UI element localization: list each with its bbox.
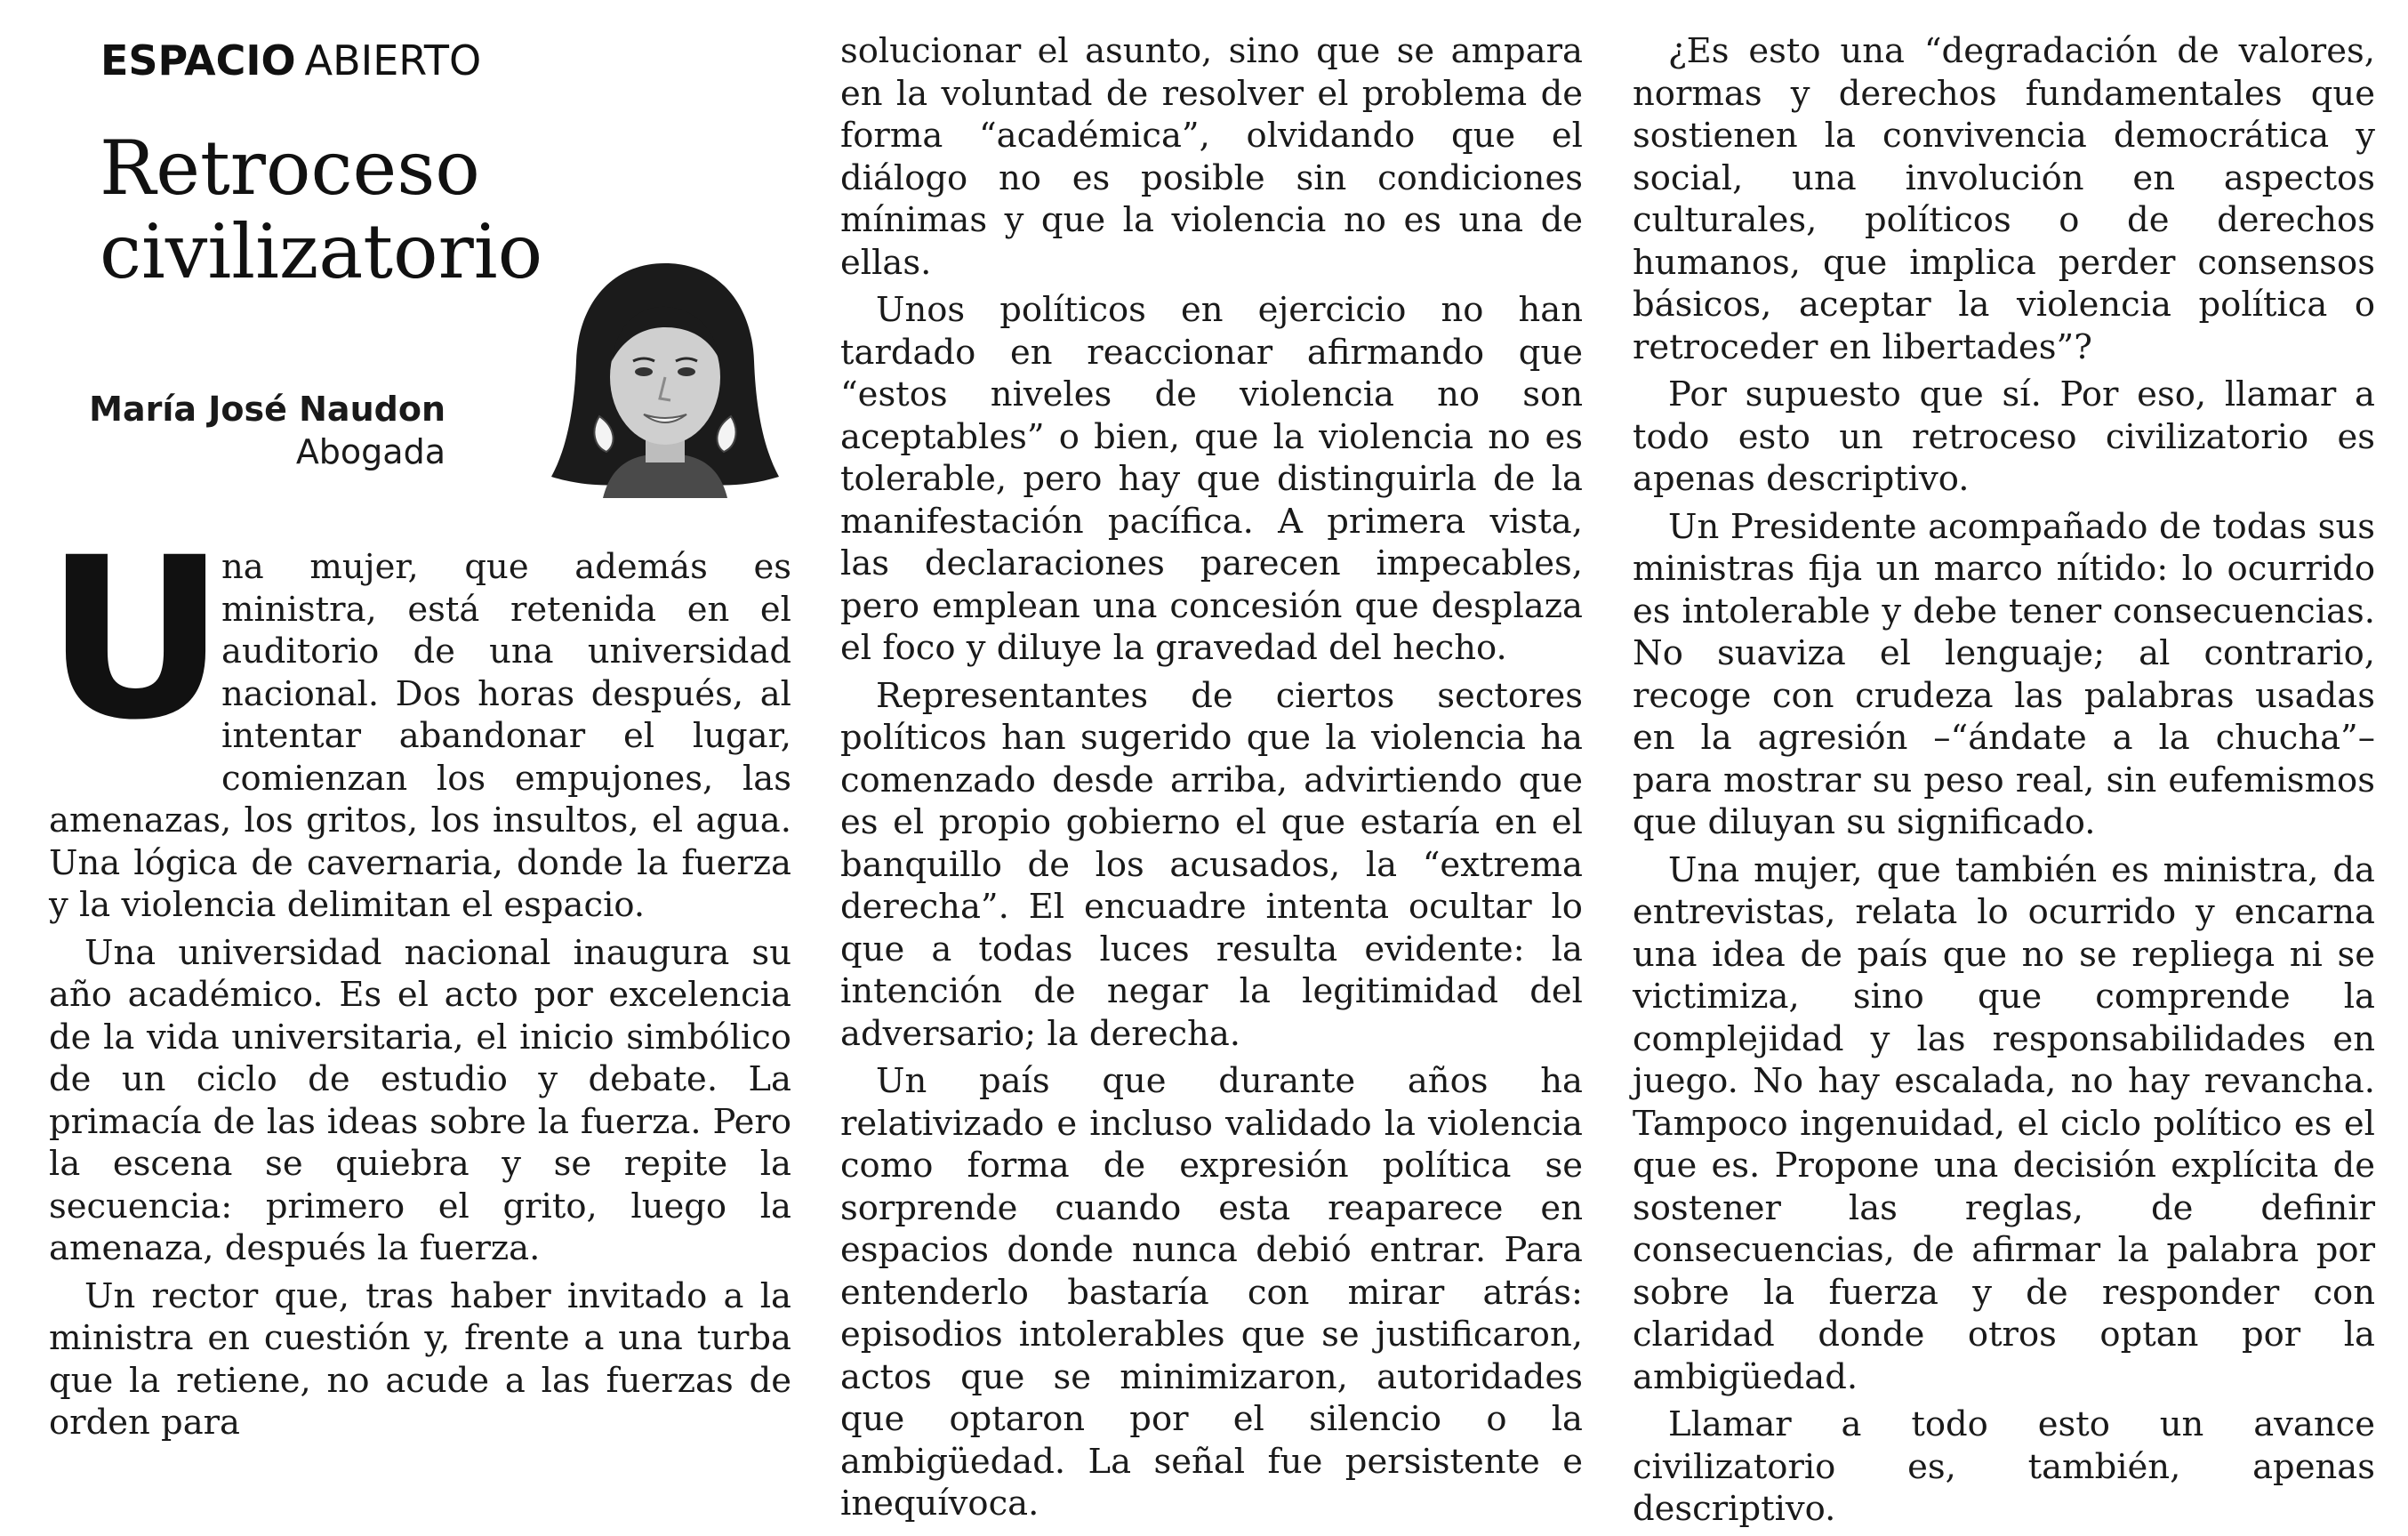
author-name: María José Naudon [89, 390, 445, 429]
article-title-line2: civilizatorio [100, 208, 543, 295]
paragraph: Un país que durante años ha relativizado e incluso validado la violencia como forma de expresión política se sorprende cuando esta reaparece en espacios donde nunca debió entrar. Para entenderlo bastaría con mirar atrás: episodios intolerables que se justificaron, actos que se minimizaron, autoridades que optaron por el silencio o la ambigüedad. La señal fue persistente e inequívoca. [840, 1061, 1583, 1524]
article-column-2 [840, 30, 1583, 1531]
paragraph: Llamar a todo esto un avance civilizatorio es, también, apenas descriptivo. [1633, 1404, 2375, 1529]
article-title-line1: Retroceso [100, 125, 480, 212]
section-label-light: ABIERTO [304, 36, 482, 84]
paragraph: ¿Es esto una “degradación de valores, normas y derechos fundamentales que sostienen la convivencia democrática y social, una involución en aspectos culturales, políticos o de derechos humanos, que implica perder consensos básicos, aceptar la violencia política o retroceder en libertades”? [1633, 31, 2375, 367]
paragraph: Representantes de ciertos sectores políticos han sugerido que la violencia ha comenzado desde arriba, advirtiendo que es el propio gobierno el que estaría en el banquillo de los acusados, la “extrema derecha”. El encuadre intenta ocultar lo que a todas luces resulta evidente: la intención de negar la legitimidad del adversario; la derecha. [840, 675, 1583, 1054]
paragraph: Una universidad nacional inaugura su año académico. Es el acto por excelencia de la vida universitaria, el inicio simbólico de un ciclo de estudio y debate. La primacía de las ideas sobre la fuerza. Pero la escena se quiebra y se repite la secuencia: primero el grito, luego la amenaza, después la fuerza. [49, 932, 791, 1268]
paragraph: na mujer, que además es ministra, está retenida en el auditorio de una universidad nacional. Dos horas después, al intentar abandonar el lugar, comienzan los empujones, las amenazas, los gritos, los insultos, el agua. Una lógica de cavernaria, donde la fuerza y la violencia delimitan el espacio. [49, 547, 791, 925]
paragraph: Una mujer, que también es ministra, da entrevistas, relata lo ocurrido y encarna una idea de país que no se repliega ni se victimiza, sino que comprende la complejidad y las responsabilidades en juego. No hay escalada, no hay revancha. Tampoco ingenuidad, el ciclo político es el que es. Propone una decisión explícita de sostener las reglas, de definir consecuencias, de afirmar la palabra por sobre la fuerza y de responder con claridad donde otros optan por la ambigüedad. [1633, 849, 2375, 1397]
section-label [100, 36, 481, 85]
paragraph: Un rector que, tras haber invitado a la ministra en cuestión y, frente a una turba que la retiene, no acude a las fuerzas de orden para [49, 1275, 791, 1443]
drop-cap: U [45, 510, 227, 768]
paragraph: Un Presidente acompañado de todas sus ministras fija un marco nítido: lo ocurrido es intolerable y debe tener consecuencias. No suaviza el lenguaje; al contrario, recoge con crudeza las palabras usadas en la agresión –“ándate a la chucha”– para mostrar su peso real, sin eufemismos que diluyan su significado. [1633, 506, 2375, 842]
article-title [100, 126, 542, 294]
author-portrait [541, 256, 790, 498]
paragraph: solucionar el asunto, sino que se ampara en la voluntad de resolver el problema de forma “académica”, olvidando que el diálogo no es posible sin condiciones mínimas y que la violencia no es una de ellas. [840, 31, 1583, 283]
article-column-3 [1633, 30, 2375, 1536]
article-column-1 [45, 510, 791, 1450]
paragraph: Por supuesto que sí. Por eso, llamar a todo esto un retroceso civilizatorio es apenas descriptivo. [1633, 374, 2375, 499]
section-label-bold: ESPACIO [100, 36, 296, 84]
paragraph: Unos políticos en ejercicio no han tardado en reaccionar afirmando que “estos niveles de violencia no son aceptables” o bien, que la violencia no es tolerable, pero hay que distinguirla de la manifestación pacífica. A primera vista, las declaraciones parecen impecables, pero emplean una concesión que desplaza el foco y diluye la gravedad del hecho. [840, 290, 1583, 668]
author-role: Abogada [295, 432, 445, 471]
